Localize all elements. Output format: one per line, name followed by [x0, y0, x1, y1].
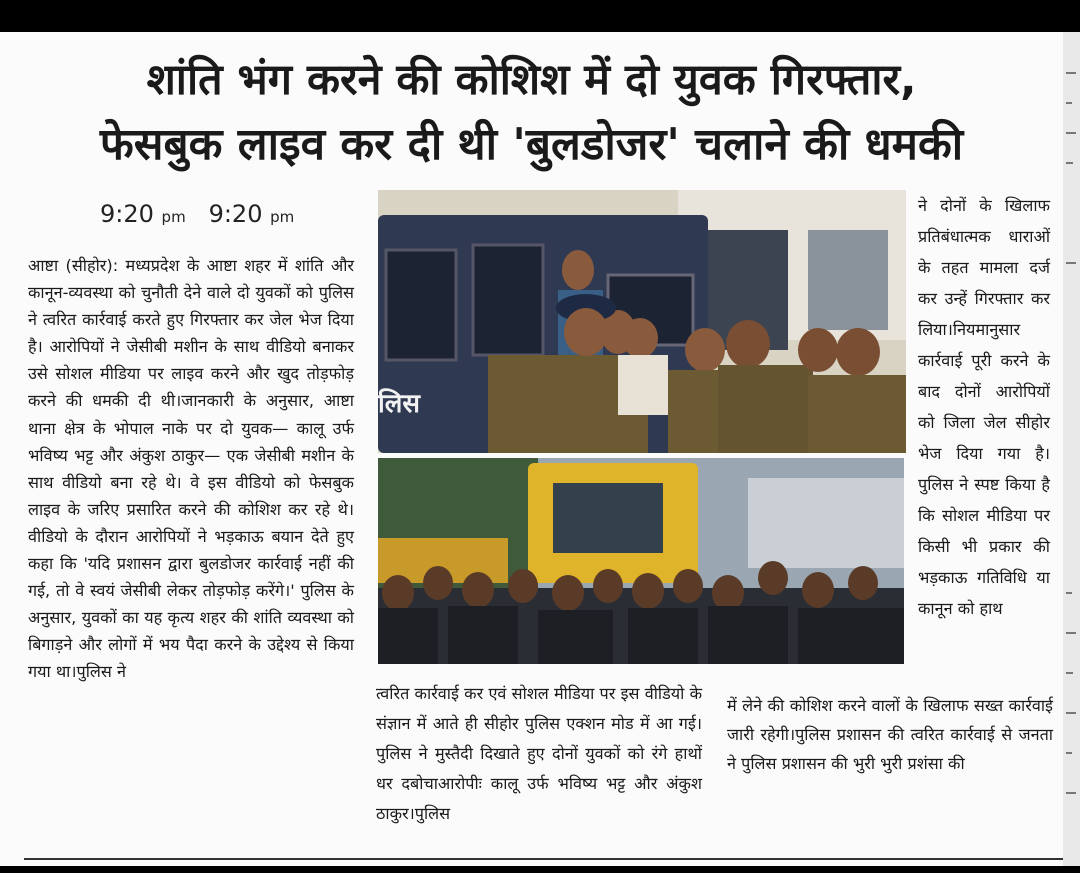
article-column-right-bottom: में लेने की कोशिश करने वालों के खिलाफ सख्त कार्रवाई जारी रहेगी।पुलिस प्रशासन की त्वरित कार्रवाई से जनता ने पुलिस प्रशासन की भुरी भुरी प्रशंसा की	[727, 696, 1053, 773]
ampm-2: pm	[270, 208, 295, 226]
van-lettering: लिस	[378, 389, 420, 419]
headline-line-2: फेसबुक लाइव कर दी थी 'बुलडोजर' चलाने की धमकी	[99, 119, 964, 170]
time-2: 9:20	[208, 200, 263, 228]
article-column-left: आष्टा (सीहोर): मध्यप्रदेश के आष्टा शहर में शांति और कानून-व्यवस्था को चुनौती देने वाले दो युवकों को पुलिस ने त्वरित कार्रवाई करते हुए गिरफ्तार कर जेल भेज दिया है। आरोपियों ने जेसीबी मशीन के साथ वीडियो बनाकर उसे सोशल मीडिया पर लाइव करने और खुद तोड़फोड़ करने की धमकी दी थी।जानकारी के अनुसार, आष्टा थाना क्षेत्र के भोपाल नाके पर दो युवक— कालू उर्फ भविष्य भट्ट और अंकुश ठाकुर— एक जेसीबी मशीन के साथ वीडियो बना रहे थे। वे इस वीडियो को फेसबुक लाइव के जरिए प्रसारित करने की कोशिश कर रहे थे।वीडियो के दौरान आरोपियों ने भड़काऊ बयान देते हुए कहा कि 'यदि प्रशासन द्वारा बुलडोजर कार्रवाई नहीं की गई, तो वे स्वयं जेसीबी लेकर तोड़फोड़ करेंगे।' पुलिस के अनुसार, युवकों का यह कृत्य शहर की शांति व्यवस्था को बिगाड़ने और लोगों में भय पैदा करने के उद्देश्य से किया गया था।पुलिस ने	[28, 256, 354, 682]
headline-line-1: शांति भंग करने की कोशिश में दो युवक गिरफ्तार,	[146, 55, 917, 105]
time-1: 9:20	[100, 200, 154, 228]
photo-jcb-crowd	[378, 458, 904, 664]
photo-police-van	[378, 190, 906, 453]
page-bottom-rule	[24, 858, 1063, 860]
article-column-middle: त्वरित कार्रवाई कर एवं सोशल मीडिया पर इस वीडियो के संज्ञान में आते ही सीहोर पुलिस एक्शन मोड में आ गई। पुलिस ने मुस्तैदी दिखाते हुए दोनों युवकों को रंगे हाथों धर दबोचाआरोपीः कालू उर्फ भविष्य भट्ट और अंकुश ठाकुर।पुलिस	[376, 684, 702, 823]
article-column-right-top: ने दोनों के खिलाफ प्रतिबंधात्मक धाराओं के तहत मामला दर्ज कर उन्हें गिरफ्तार कर लिया।नियमानुसार कार्रवाई पूरी करने के बाद दोनों आरोपियों को जिला जेल सीहोर भेज दिया गया है।पुलिस ने स्पष्ट किया है कि सोशल मीडिया पर किसी भी प्रकार की भड़काऊ गतिविधि या कानून को हाथ	[918, 196, 1050, 618]
adjacent-page-edge	[1063, 32, 1080, 866]
ampm-1: pm	[161, 208, 186, 226]
timestamp	[100, 200, 294, 228]
